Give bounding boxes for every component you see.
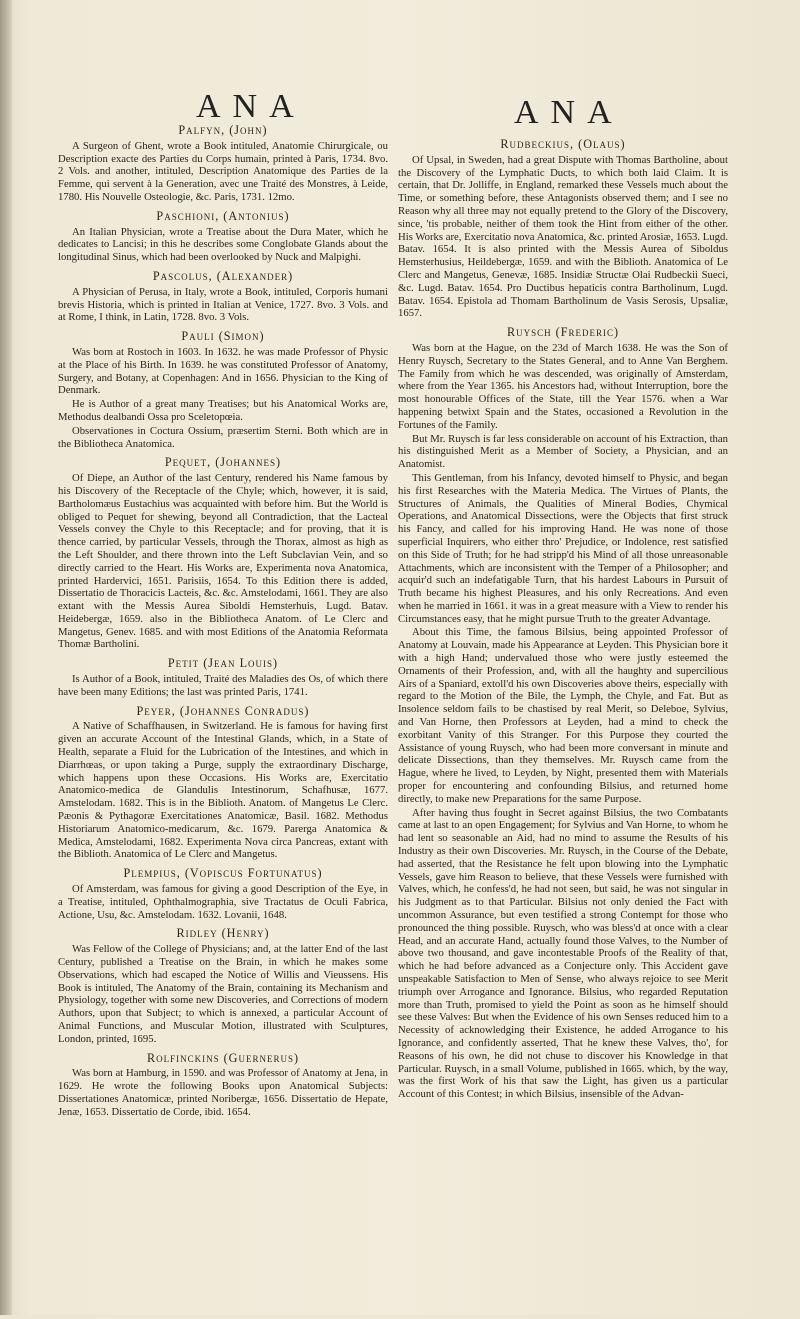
entry-heading: Ruysch (Frederic): [506, 325, 620, 340]
running-header-left: ANA: [196, 88, 306, 125]
entry-paragraph: This Gentleman, from his Infancy, devoted himself to Physic, and began his first Researches with the Materia Medica. The Virtues of Plants, the Structures of Animals, the Qualities of Mineral Bodies, Chymical Operations, and Anatomical Dissections, were the Objects that first struck his Fancy, and called for his improving Hand. He was none of those superficial Inquirers, who either thro' Prejudice, or Indolence, rest satisfied on this Side of Truth; for he had stripp'd his Mind of all those unreasonable Attachments, which are inconsistent with the Temper of a Philosopher; and acquir'd such an indefatigable Turn, that his hardest Labours in Pursuit of Truth became his highest Pleasures, and his only Recreations. And even when he married in 1661. it was in a great measure with a View to render his Circumstances easy, that he might pursue Truth to the greater Advantage.: [398, 471, 728, 625]
entry-paragraph: Is Author of a Book, intituled, Traité des Maladies des Os, of which there have been many Editions; the last was printed Paris, 1741.: [58, 673, 388, 698]
right-column: [398, 134, 728, 1319]
dictionary-entry: [58, 270, 388, 324]
entry-heading: Pequet, (Johannes): [164, 455, 282, 470]
entry-paragraph: Of Amsterdam, was famous for giving a good Description of the Eye, in a Treatise, intituled, Ophthalmographia, sive Tractatus de Oculi Fabrica, Actione, Usu, &c. Amstelodam. 1632. Lovanii, 1648.: [58, 883, 388, 921]
entry-heading: Pascolus, (Alexander): [152, 268, 294, 283]
entry-heading: Ridley (Henry): [176, 926, 270, 941]
entry-paragraph: After having thus fought in Secret against Bilsius, the two Combatants came at last to an open Engagement; for Sylvius and Van Horne, to whom he had lent so seasonable an Aid, had no mind to assume the Results of his Industry as their own Discoveries. Mr. Ruysch, in the Course of the Debate, had asserted, that the Resistance he felt upon blowing into the Lymphatic Vessels, gave him Reason to believe, that these Vessels were furnished with Valves, which, he confess'd, he had not seen, but said, he was not singular in his Judgment as to that Particular. Bilsius not only denied the Fact with uncommon Assurance, but even testified a strong Contempt for those who pronounced the thing possible. Ruysch, who was bless'd at once with a clear Head, and an accurate Hand, actually found those Valves, to the Number of above two thousand, and gave incontestable Proofs of the Reality of that, which he had before advanced as a Conjecture only. This Accident gave unspeakable Satisfaction to Men of Sense, who always rejoice to see Merit triumph over Arrogance and Ignorance. Bilsius, who regarded Reputation more than Truth, promised to yield the Point as soon as he himself should see these Valves: But when the Evidence of his own Senses reduced him to a Necessity of acknowledging their Existence, he added Arrogance to his Ignorance, and confidently asserted, That he knew these Valves, tho', for Reasons of his own, he did not chuse to discover his Knowledge in that Particular. Ruysch, in a small Volume, published in 1665. which, by the way, was the first Work of his that saw the Light, has given us a particular Account of this Contest; in which Bilsius, insensible of the Advan-: [398, 806, 728, 1101]
dictionary-entry: [58, 210, 388, 264]
dictionary-entry: [398, 326, 728, 1101]
dictionary-entry: [58, 124, 388, 204]
running-header-right: ANA: [514, 94, 624, 131]
entry-paragraph: Observationes in Coctura Ossium, præsertim Sterni. Both which are in the Bibliotheca Anatomica.: [58, 424, 388, 450]
entry-heading: Rolfinckins (Guernerus): [146, 1050, 300, 1065]
dictionary-entry: [58, 330, 388, 450]
left-column: [58, 120, 388, 1305]
entry-heading: Plempius, (Vopiscus Fortunatus): [123, 866, 323, 881]
entry-paragraph: An Italian Physician, wrote a Treatise about the Dura Mater, which he dedicates to Lancisi; in this he describes some Conglobate Glands about the longitudinal Sinus, which had been overlooked by Nuck and Malpighi.: [58, 225, 388, 264]
dictionary-entry: [58, 456, 388, 651]
dictionary-entry: [58, 867, 388, 921]
dictionary-entry: [58, 705, 388, 862]
entry-heading: Paschioni, (Antonius): [156, 208, 290, 223]
entry-heading: Pauli (Simon): [181, 329, 265, 344]
entry-paragraph: But Mr. Ruysch is far less considerable on account of his Extraction, than his distinguished Merit as a Member of Society, a Physician, and an Anatomist.: [398, 432, 728, 471]
entry-paragraph: About this Time, the famous Bilsius, being appointed Professor of Anatomy at Louvain, made his Appearance at Leyden. This Physician bore it with a high Hand; undervalued those who were justly esteemed the Ornaments of their Profession, and, with all the haughty and supercilious Airs of a Spaniard, extoll'd his own Discoveries above theirs, especially with regard to the Motion of the Bile, the Lymph, the Chyle, and Fat. But as Insolence seldom fails to be chastised by real Merit, so Deleboe, Sylvius, and Van Horne, then Professors at Leyden, had a mind to check the exorbitant Vanity of this Stranger. For this Purpose they courted the Assistance of young Ruysch, who had been more conversant in minute and delicate Dissections, than they themselves. Mr. Ruysch came from the Hague, where he lived, to Leyden, by Night, presented them with Materials proper for encountering and confounding Bilsius, and returned home directly, to make new Preparations for the same Purpose.: [398, 626, 728, 805]
entry-paragraph: A Physician of Perusa, in Italy, wrote a Book, intituled, Corporis humani brevis Historia, which is printed in Italian at Venice, 1727. 8vo. 3 Vols. and at Rome, I think, in Latin, 1728. 8vo. 3 Vols.: [58, 285, 388, 324]
entry-paragraph: A Surgeon of Ghent, wrote a Book intituled, Anatomie Chirurgicale, ou Description exacte des Parties du Corps humain, printed à Paris, 1734. 8vo. 2 Vols. and another, intituled, Description Anatomique des Parties de la Femme, qui servent à la Generation, avec une Traité des Monstres, à Leide, 1780. His Nouvelle Osteologie, &c. Paris, 1731. 12mo.: [58, 139, 388, 203]
entry-paragraph: He is Author of a great many Treatises; but his Anatomical Works are, Methodus dealbandi Ossa pro Sceletopœia.: [58, 398, 388, 423]
dictionary-entry: [58, 657, 388, 698]
dictionary-entry: [58, 1052, 388, 1119]
entry-heading: Peyer, (Johannes Conradus): [136, 703, 310, 718]
entry-paragraph: Was born at Hamburg, in 1590. and was Professor of Anatomy at Jena, in 1629. He wrote the following Books upon Anatomical Subjects: Dissertationes Anatomicæ, printed Noribergæ, 1656. Dissertatio de Hepate, Jenæ, 1653. Dissertatio de Corde, ibid. 1654.: [58, 1067, 388, 1118]
entry-paragraph: Was Fellow of the College of Physicians; and, at the latter End of the last Century, published a Treatise on the Brain, in which he makes some Observations, which had escaped the Notice of Willis and Vieussens. His Book is intituled, The Anatomy of the Brain, containing its Mechanism and Physiology, together with some new Discoveries, and Corrections of modern Authors, upon that Subject; to which is annexed, a particular Account of Animal Functions, and Muscular Motion, illustrated with Sculptures, London, printed, 1695.: [58, 943, 388, 1045]
entry-paragraph: A Native of Schaffhausen, in Switzerland. He is famous for having first given an accurate Account of the Intestinal Glands, which, in a State of Health, separate a Fluid for the Lubrication of the Intestines, and which in Diarrhœas, or upon taking a Purge, supply the extraordinary Discharge, which happens upon these Occasions. His Works are, Exercitatio Anatomico-medica de Glandulis Intestinorum, Schafhusæ, 1677. Amstelodam. 1682. This is in the Biblioth. Anatom. of Mangetus Le Clerc. Pæonis & Pythagoræ Exercitationes Anatomicæ, Basil. 1682. Methodus Historiarum Anatomico-medicarum, &c. 1679. Parerga Anatomica & Medica, Amstelodami, 1682. Experimenta Nova circa Pancreas, extant with the Biblioth. Anatomica of Le Clerc and Mangetus.: [58, 720, 388, 861]
entry-paragraph: Was born at the Hague, on the 23d of March 1638. He was the Son of Henry Ruysch, Secretary to the States General, and to Anne Van Berghem. The Family from which he was descended, was originally of Amsterdam, where from the Year 1365. his Ancestors had, without Interruption, bore the most honourable Offices of the State, till the Year 1576. when a War happening betwixt Spain and the States, occasioned a Revolution in the Fortunes of the Family.: [398, 341, 728, 431]
entry-paragraph: Of Upsal, in Sweden, had a great Dispute with Thomas Bartholine, about the Discovery of the Lymphatic Ducts, to which both laid Claim. It is certain, that Dr. Jolliffe, in England, remarked these Vessels much about the Time, or something before, these Antagonists observed them; and I see no Reason why all three may not equally pretend to the Glory of the Discovery, since, 'tis probable, neither of them took the Hint from either of the other. His Works are, Exercitatio nova Anatomica, &c. printed Arosiæ, 1653. Lugd. Batav. 1654. It is also printed with the Messis Aurea of Siboldus Hemsterhusius, Heildebergæ, 1659. and with the Biblioth. Anatomica of Le Clerc and Mangetus, Genevæ, 1685. Insidiæ Structæ Olai Rudbeckii Sueci, &c. Lugd. Batav. 1654. Pro Ductibus hepaticis contra Bartholinum, Lugd. Batav. 1654. Epistola ad Thomam Bartholinum de Vasis Serosis, Upsaliæ, 1657.: [398, 153, 728, 320]
dictionary-entry: [398, 138, 728, 320]
entry-heading: Palfyn, (John): [178, 123, 268, 137]
book-spine: [0, 0, 12, 1315]
entry-heading: Rudbeckius, (Olaus): [500, 137, 626, 151]
entry-paragraph: Was born at Rostoch in 1603. In 1632. he was made Professor of Physic at the Place of his Birth. In 1639. he was constituted Professor of Anatomy, Surgery, and Botany, at Copenhagen: And in 1656. Physician to the King of Denmark.: [58, 345, 388, 397]
entry-heading: Petit (Jean Louis): [167, 656, 279, 671]
entry-paragraph: Of Diepe, an Author of the last Century, rendered his Name famous by his Discovery of the Receptacle of the Chyle; which, however, it is said, Bartholomæus Eustachius was acquainted with before him. But the World is obliged to Pequet for shewing, beyond all Contradiction, that the Lacteal Vessels convey the Chyle to this Receptacle; and for proving, that it is thence carried, by particular Vessels, through the Thorax, almost as high as the Left Shoulder, and there thrown into the Left Subclavian Vein, and so directly carried to the Heart. His Works are, Experimenta nova Anatomica, printed Hardervici, 1651. Parisiis, 1654. To this Edition there is added, Dissertatio de Thoracicis Lacteis, &c. &c. Amstelodami, 1661. They are also extant with the Messis Aurea Siboldi Hemsterhuis, Lugd. Batav. Heidebergæ, 1659. also in the Bibliotheca Anatom. of Le Clerc and Mangetus, Genev. 1685. and with most Editions of the Anatomia Reformata Thomæ Bartholini.: [58, 472, 388, 651]
dictionary-entry: [58, 927, 388, 1045]
